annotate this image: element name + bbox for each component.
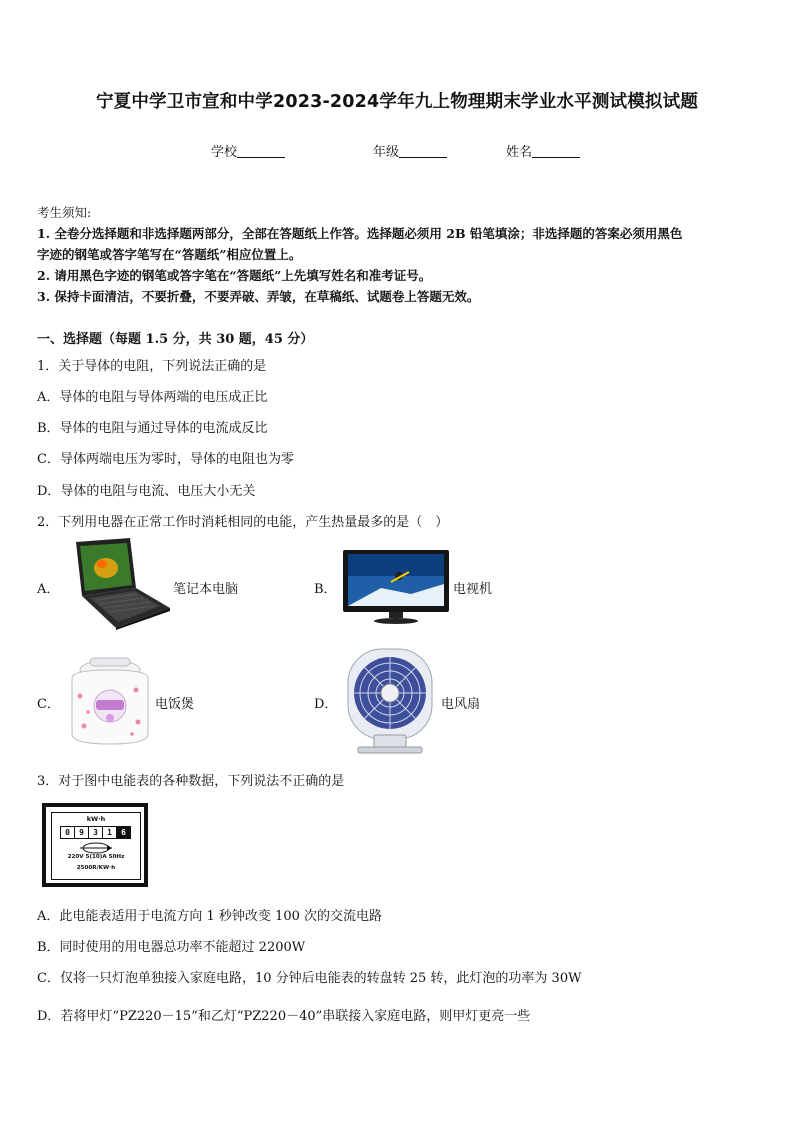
q3-stem: 3．对于图中电能表的各种数据，下列说法不正确的是 [37,774,345,789]
q2-option-b-name: 电视机 [453,582,493,597]
q3-option-d[interactable]: D．若将甲灯“PZ220－15”和乙灯“PZ220－40”串联接入家庭电路，则甲灯更亮一些 [37,1009,531,1024]
q2-option-d-name: 电风扇 [441,697,481,712]
notice-line-1: 1. 全卷分选择题和非选择题两部分，全部在答题纸上作答。选择题必须用 2B 铅笔填涂；非选择题的答案必须用黑色 [37,226,683,241]
name-blank[interactable] [532,145,580,158]
q2-option-a-name: 笔记本电脑 [173,582,239,597]
laptop-image [66,538,172,630]
q1-option-d[interactable]: D．导体的电阻与电流、电压大小无关 [37,484,256,499]
meter-digit: 6 [117,826,131,839]
meter-rate: 2500R/KW·h [76,865,116,871]
grade-blank[interactable] [399,145,447,158]
q2-stem: 2．下列用电器在正常工作时消耗相同的电能，产生热量最多的是（ ） [37,515,449,530]
page-title: 宁夏中学卫市宣和中学2023-2024学年九上物理期末学业水平测试模拟试题 [95,92,699,112]
q2-option-b-label[interactable]: B． [314,582,337,597]
grade-field [373,141,447,160]
notice-heading: 考生须知: [37,205,92,220]
notice-line-2: 2. 请用黑色字迹的钢笔或答字笔在“答题纸”上先填写姓名和准考证号。 [37,268,432,283]
energy-meter-figure [42,803,148,887]
q2-option-c-name: 电饭煲 [155,697,195,712]
school-field [211,141,285,160]
meter-digit: 3 [89,826,103,839]
meter-digit: 9 [75,826,89,839]
school-label: 学校 [211,145,238,160]
meter-unit: kW·h [86,815,106,823]
q3-option-c[interactable]: C．仅将一只灯泡单独接入家庭电路，10 分钟后电能表的转盘转 25 转，此灯泡的功率为 30W [37,971,582,986]
q3-option-b[interactable]: B．同时使用的用电器总功率不能超过 2200W [37,940,306,955]
name-label: 姓名 [506,145,533,160]
section-heading: 一、选择题（每题 1.5 分，共 30 题，45 分） [37,332,314,347]
q2-option-d-label[interactable]: D． [314,697,338,712]
q1-option-b[interactable]: B．导体的电阻与通过导体的电流成反比 [37,421,268,436]
electric-fan-image [344,647,436,755]
meter-dial-arrow-icon [76,841,116,855]
notice-line-1b: 字迹的钢笔或答字笔写在“答题纸”相应位置上。 [37,247,302,262]
television-image [341,548,451,626]
q1-option-a[interactable]: A．导体的电阻与导体两端的电压成正比 [37,390,268,405]
rice-cooker-image [66,656,154,748]
q1-option-c[interactable]: C．导体两端电压为零时，导体的电阻也为零 [37,452,294,467]
school-blank[interactable] [237,145,285,158]
name-field [506,141,580,160]
meter-digits [60,826,131,839]
q2-option-a-label[interactable]: A． [37,582,60,597]
meter-digit: 1 [103,826,117,839]
q2-option-c-label[interactable]: C． [37,697,60,712]
grade-label: 年级 [373,145,400,160]
notice-line-3: 3. 保持卡面清洁，不要折叠，不要弄破、弄皱，在草稿纸、试题卷上答题无效。 [37,289,480,304]
q1-stem: 1．关于导体的电阻，下列说法正确的是 [37,359,267,374]
meter-digit: 0 [60,826,75,839]
meter-spec: 220V 5(10)A 50Hz [67,854,125,860]
q3-option-a[interactable]: A．此电能表适用于电流方向 1 秒钟改变 100 次的交流电路 [37,909,383,924]
